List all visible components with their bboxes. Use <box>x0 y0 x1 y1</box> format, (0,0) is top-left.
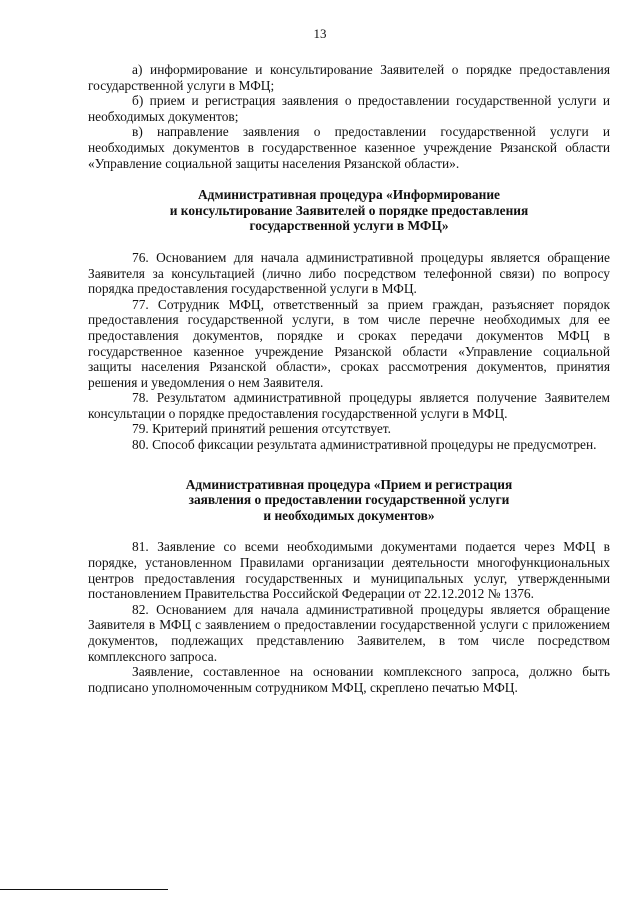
paragraph-80: 80. Способ фиксации результата административной процедуры не предусмотрен. <box>132 437 597 453</box>
list-item-a: а) информирование и консультирование Заявителей о порядке предоставления государственной услуги в МФЦ; <box>88 62 610 93</box>
paragraph-complex-request: Заявление, составленное на основании комплексного запроса, должно быть подписано уполномоченным сотрудником МФЦ, скреплено печатью МФЦ. <box>88 664 610 695</box>
document-body <box>88 62 610 695</box>
list-item-c: в) направление заявления о предоставлении государственной услуги и необходимых документов в государственное казенное учреждение Рязанской области «Управление социальной защиты населения Рязанской области». <box>88 124 610 171</box>
paragraph-81: 81. Заявление со всеми необходимыми документами подается через МФЦ в порядке, установленном Правилами организации деятельности многофункциональных центров предоставления государственных и муниципальных услуг, утвержденными постановлением Правительства Российской Федерации от 22.12.2012 № 1376. <box>88 539 610 602</box>
heading-line: и консультирование Заявителей о порядке предоставления <box>169 202 529 218</box>
paragraph-82: 82. Основанием для начала административной процедуры является обращение Заявителя в МФЦ с заявлением о предоставлении государственной услуги с приложением документов, подлежащих представлению Заявителем, в том числе посредством комплексного запроса. <box>88 601 610 664</box>
heading-line: заявления о предоставлении государственной услуги <box>188 492 510 508</box>
list-item-b: б) прием и регистрация заявления о предоставлении государственной услуги и необходимых документов; <box>88 93 610 124</box>
heading-line: Административная процедура «Прием и регистрация <box>185 476 513 492</box>
footnote-separator <box>0 889 168 890</box>
page-number: 13 <box>313 26 327 41</box>
paragraph-78: 78. Результатом административной процедуры является получение Заявителем консультации о порядке предоставления государственной услуги в МФЦ. <box>88 390 610 421</box>
heading-line: и необходимых документов» <box>263 507 435 523</box>
paragraph-77: 77. Сотрудник МФЦ, ответственный за прием граждан, разъясняет порядок предоставления государственной услуги, в том числе перечне необходимых для ее предоставления документов, порядке и сроках передачи документов МФЦ в государственное казенное учреждение Рязанской области «Управление социальной защиты населения Рязанской области», сроках рассмотрения документов, принятия решения и уведомления о нем Заявителя. <box>88 296 610 390</box>
section-heading-reception <box>88 477 610 524</box>
paragraph-79: 79. Критерий принятий решения отсутствует. <box>132 421 391 437</box>
section-heading-informing <box>88 187 610 234</box>
paragraph-76: 76. Основанием для начала административной процедуры является обращение Заявителя за консультацией (лично либо посредством телефонной связи) по вопросу порядка предоставления государственной услуги в МФЦ. <box>88 249 610 297</box>
heading-line: Административная процедура «Информирование <box>198 187 500 203</box>
heading-line: государственной услуги в МФЦ» <box>249 218 449 234</box>
